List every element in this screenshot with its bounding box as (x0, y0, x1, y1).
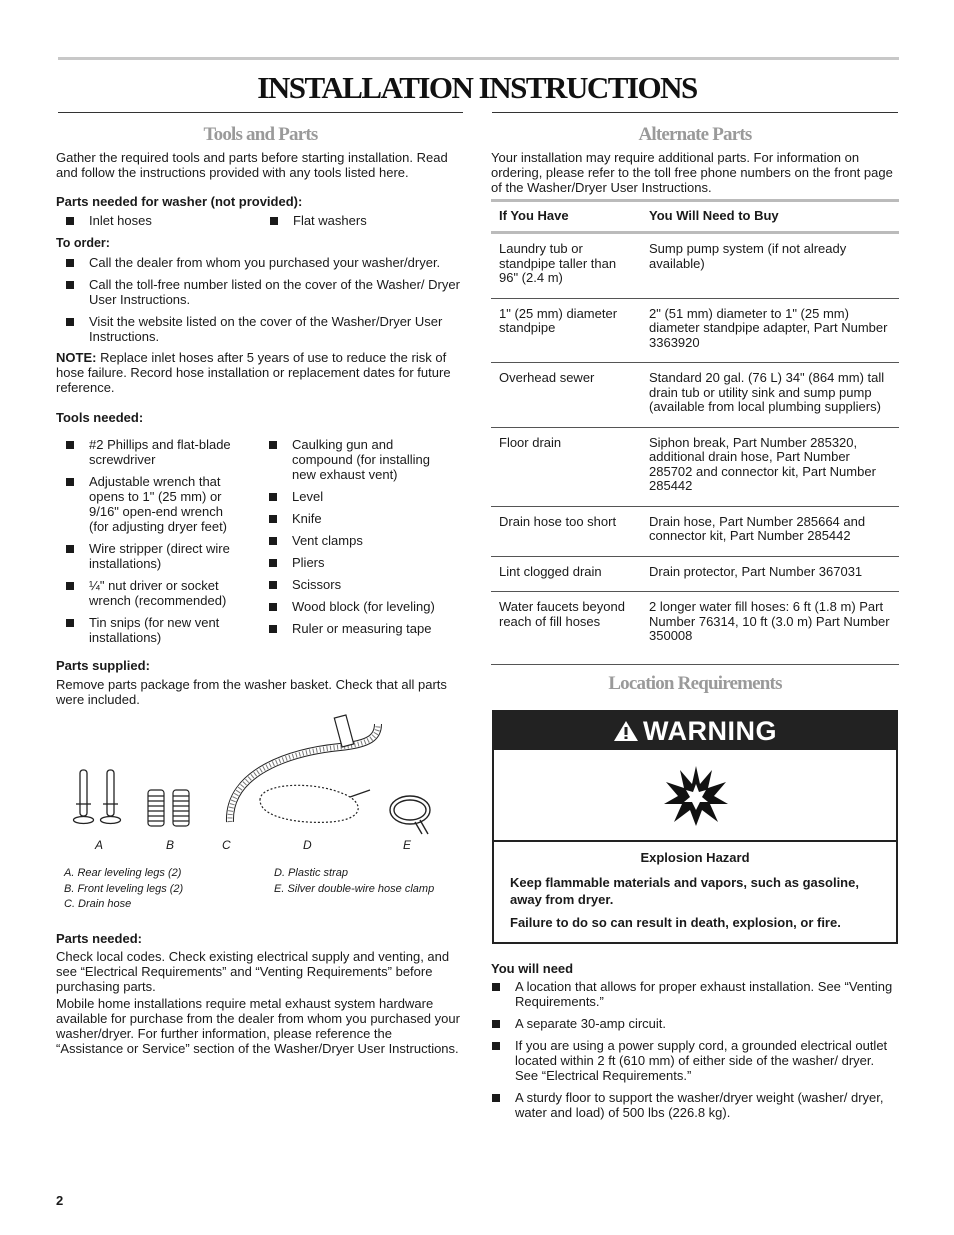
warning-header (494, 712, 896, 750)
cell-have: Lint clogged drain (491, 556, 641, 592)
list-item: Level (259, 489, 464, 504)
needs-list (482, 979, 900, 1120)
table-row (491, 233, 899, 299)
list-item: If you are using a power supply cord, a grounded electrical outlet located within 2 ft (610 mm) of either side of the washer/ dryer. See “Electrical Requirements.” (482, 1038, 900, 1083)
tools-intro: Gather the required tools and parts before starting installation. Read and follow the instructions provided with any tools listed here. (56, 150, 448, 180)
list-item: A location that allows for proper exhaust installation. See “Venting Requirements.” (482, 979, 900, 1009)
you-will-need-heading: You will need (491, 961, 574, 976)
list-item: Tin snips (for new vent installations) (56, 615, 249, 645)
page-number: 2 (56, 1193, 64, 1208)
alternate-intro: Your installation may require additional parts. For information on ordering, please refer to the toll free phone numbers on the front page of the Washer/Dryer User Instructions. (491, 150, 893, 195)
cell-have: Water faucets beyond reach of fill hoses (491, 592, 641, 665)
note-label: NOTE: (56, 350, 97, 365)
list-item: A sturdy floor to support the washer/dryer weight (washer/ dryer, water and load) of 500 lbs (226.8 kg). (482, 1090, 900, 1120)
list-item: Wire stripper (direct wire installations) (56, 541, 249, 571)
top-rule (58, 57, 899, 60)
explosion-icon (662, 762, 730, 830)
warning-box (492, 710, 898, 944)
rear-leveling-legs-illustration (74, 770, 121, 824)
figure-letters (60, 838, 460, 854)
col-header-buy: You Will Need to Buy (641, 201, 899, 233)
table-row (491, 363, 899, 428)
col-header-have: If You Have (491, 201, 641, 233)
alternate-parts-table (491, 199, 899, 665)
list-item: Pliers (259, 555, 464, 570)
list-item: Ruler or measuring tape (259, 621, 464, 636)
parts-supplied-heading: Parts supplied: (56, 658, 150, 673)
tools-left-list (56, 437, 259, 645)
right-divider (492, 112, 898, 113)
table-row (491, 592, 899, 665)
cell-have: Laundry tub or standpipe taller than 96" (2.4 m) (491, 233, 641, 299)
parts-needed2-p2: Mobile home installations require metal exhaust system hardware available for purchase from the dealer from whom you purchased your washer/dryer. For further information, please reference the “Assistance or Service” section of the Washer/Dryer User Instructions. (56, 996, 460, 1056)
figure-letter: E (403, 838, 412, 852)
cell-have: Floor drain (491, 427, 641, 506)
hose-clamp-illustration (390, 796, 430, 834)
hazard-title: Explosion Hazard (640, 850, 750, 865)
figure-letter: C (222, 838, 231, 852)
front-leveling-legs-illustration (148, 790, 189, 826)
table-row (491, 506, 899, 556)
to-order-list (56, 255, 466, 344)
cell-have: Drain hose too short (491, 506, 641, 556)
parts-needed2-heading: Parts needed: (56, 931, 142, 946)
warning-triangle-icon (613, 719, 639, 743)
captions-left (64, 866, 264, 913)
figure-letter: D (303, 838, 312, 852)
captions-right (274, 866, 464, 897)
tools-right-list (259, 437, 464, 636)
list-item: Scissors (259, 577, 464, 592)
list-item: Inlet hoses (56, 213, 260, 228)
figure-letter: B (166, 838, 175, 852)
cell-buy: 2" (51 mm) diameter to 1" (25 mm) diameter standpipe adapter, Part Number 3363920 (641, 298, 899, 363)
cell-buy: Siphon break, Part Number 285320, additional drain hose, Part Number 285702 and connector kit, Part Number 285442 (641, 427, 899, 506)
tools-heading: Tools and Parts (203, 124, 318, 145)
plastic-strap-illustration (260, 785, 370, 822)
cell-buy: Standard 20 gal. (76 L) 34" (864 mm) tall drain tub or utility sink and sump pump (available from local plumbing suppliers) (641, 363, 899, 428)
to-order-heading: To order: (56, 236, 110, 250)
left-divider (58, 112, 463, 113)
table-header-row (491, 201, 899, 233)
table-row (491, 427, 899, 506)
warning-label: WARNING (643, 715, 777, 746)
table-row (491, 556, 899, 592)
table-row (491, 298, 899, 363)
list-item: #2 Phillips and flat-blade screwdriver (56, 437, 249, 467)
caption: E. Silver double-wire hose clamp (274, 882, 435, 895)
explosion-icon-area (494, 750, 896, 842)
page-title: INSTALLATION INSTRUCTIONS (257, 70, 697, 105)
cell-buy: Drain protector, Part Number 367031 (641, 556, 899, 592)
list-item: Call the dealer from whom you purchased your washer/dryer. (56, 255, 466, 270)
hazard-line2: Failure to do so can result in death, explosion, or fire. (510, 915, 841, 930)
list-item: Adjustable wrench that opens to 1" (25 mm) or 9/16" open-end wrench (for adjusting dryer feet) (56, 474, 239, 534)
tools-needed-heading: Tools needed: (56, 410, 144, 425)
note-text: Replace inlet hoses after 5 years of use to reduce the risk of hose failure. Record hose installation or replacement dates for future reference. (56, 350, 451, 395)
list-item: Visit the website listed on the cover of the Washer/Dryer User Instructions. (56, 314, 466, 344)
note (56, 350, 456, 395)
location-heading: Location Requirements (608, 673, 782, 694)
list-item: ¼" nut driver or socket wrench (recommended) (56, 578, 249, 608)
list-item: Knife (259, 511, 464, 526)
drain-hose-illustration (230, 715, 378, 822)
cell-have: 1" (25 mm) diameter standpipe (491, 298, 641, 363)
list-item: Wood block (for leveling) (259, 599, 464, 614)
cell-buy: 2 longer water fill hoses: 6 ft (1.8 m) Part Number 76314, 10 ft (3.0 m) Part Number 350008 (641, 592, 899, 665)
figure-letter: A (95, 838, 104, 852)
parts-needed-heading: Parts needed for washer (not provided): (56, 194, 303, 209)
list-item: Flat washers (260, 213, 464, 228)
parts-illustration (60, 712, 460, 837)
cell-have: Overhead sewer (491, 363, 641, 428)
cell-buy: Drain hose, Part Number 285664 and connector kit, Part Number 285442 (641, 506, 899, 556)
parts-supplied-text: Remove parts package from the washer basket. Check that all parts were included. (56, 677, 447, 707)
caption: C. Drain hose (64, 898, 132, 910)
list-item: Call the toll-free number listed on the cover of the Washer/ Dryer User Instructions. (56, 277, 466, 307)
caption: B. Front leveling legs (2) (64, 882, 184, 895)
hazard-line1: Keep flammable materials and vapors, such as gasoline, away from dryer. (510, 875, 859, 907)
parts-needed-list (56, 213, 464, 228)
list-item: A separate 30-amp circuit. (482, 1016, 900, 1031)
list-item: Vent clamps (259, 533, 464, 548)
alternate-heading: Alternate Parts (638, 124, 752, 145)
cell-buy: Sump pump system (if not already available) (641, 233, 899, 299)
list-item: Caulking gun and compound (for installing new exhaust vent) (259, 437, 452, 482)
caption: A. Rear leveling legs (2) (64, 867, 182, 879)
parts-needed2-p1: Check local codes. Check existing electrical supply and venting, and see “Electrical Requirements” and “Venting Requirements” before purchasing parts. (56, 949, 450, 994)
caption: D. Plastic strap (274, 867, 348, 879)
